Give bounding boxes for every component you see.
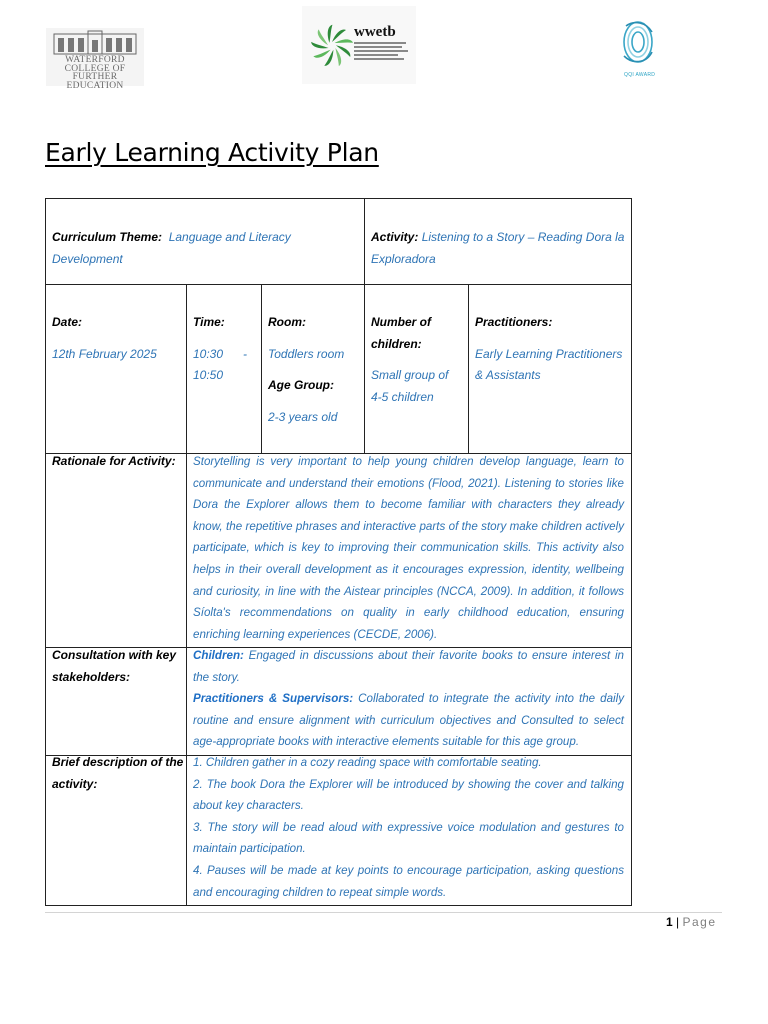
- list-item: 2. The book Dora the Explorer will be introduced by showing the cover and talking about key characters.: [193, 777, 624, 813]
- list-item: 4. Pauses will be made at key points to encourage participation, asking questions and encouraging children to repeat simple words.: [193, 863, 624, 899]
- age-group-label: Age Group:: [268, 378, 334, 393]
- date-label: Date:: [52, 315, 83, 329]
- page-label: Page: [682, 915, 717, 929]
- age-group-value: 2-3 years old: [268, 409, 338, 424]
- brief-description-list: [193, 752, 624, 903]
- number-of-children-cell: [371, 312, 465, 408]
- list-item: 1. Children gather in a cozy reading space with comfortable seating.: [193, 756, 542, 769]
- wwetb-logo: [302, 6, 416, 84]
- number-of-children-value: 4-5 children: [371, 389, 434, 404]
- qqi-spiral-icon: [614, 12, 664, 70]
- page-title: Early Learning Activity Plan: [45, 138, 379, 167]
- number-of-children-label: Number of: [371, 315, 431, 329]
- practitioners-value: Early Learning Practitioners: [475, 346, 623, 361]
- room-cell: [268, 312, 362, 428]
- list-item: 3. The story will be read aloud with expressive voice modulation and gestures to maintain participation.: [193, 820, 624, 856]
- page-separator: |: [676, 915, 680, 929]
- wwetb-logo-subtext: [354, 42, 410, 62]
- wwetb-logo-name: wwetb: [354, 24, 396, 40]
- activity-value: Exploradora: [371, 251, 436, 266]
- college-logo-line: EDUCATION: [66, 80, 124, 91]
- page-number: 1: [666, 915, 673, 929]
- practitioners-label: Practitioners:: [475, 315, 553, 329]
- rationale-text: Storytelling is very important to help young children develop language, learn to communicate and understand their emotions (Flood, 2021). Listening to stories like Dora the Explorer allows them to become familiar with characters they already know, the repetitive phrases and interactive parts of the story make children actively participate, which is key to improving their communication skills. This activity also helps in their overall development as it encourages expression, identity, wellbeing and curiosity, in line with the Aistear principles (NCCA, 2009). In addition, it follows Síolta's recommendations on quality in early childhood education, ensuring enriching learning experiences (CECDE, 2006).: [193, 455, 624, 641]
- practitioners-value: & Assistants: [475, 368, 541, 383]
- college-logo-line: COLLEGE OF: [64, 63, 126, 74]
- college-logo-line: FURTHER: [72, 72, 118, 82]
- room-label: Room:: [268, 315, 306, 329]
- curriculum-theme-value: Development: [52, 251, 123, 266]
- brief-description-label: [52, 752, 184, 795]
- curriculum-theme-label: Curriculum Theme:: [52, 230, 163, 244]
- consult-practitioners-text: Collaborated to integrate the activity into the daily routine and ensure alignment with curriculum objectives and Consulted to select age-appropriate books with interactive elements suitable for this age group.: [193, 692, 624, 749]
- consult-children-text: Engaged in discussions about their favorite books to ensure interest in the story.: [193, 649, 624, 684]
- rationale-label: Rationale for Activity:: [52, 454, 176, 468]
- college-logo-line: WATERFORD: [65, 55, 125, 65]
- date-cell: [52, 312, 182, 365]
- consultation-label-line: Consultation with key: [52, 648, 177, 662]
- activity-cell: [371, 227, 626, 270]
- brief-description-label-line: Brief description of the: [52, 755, 184, 769]
- activity-value: Listening to a Story – Reading Dora la: [421, 230, 625, 244]
- date-value: 12th February 2025: [52, 346, 157, 361]
- practitioners-cell: [475, 312, 629, 387]
- curriculum-theme-value: Language and Literacy: [168, 230, 291, 244]
- pinwheel-icon: [308, 22, 356, 70]
- consult-children-label: Children:: [193, 649, 244, 662]
- consultation-label-line: stakeholders:: [52, 669, 131, 684]
- page-footer: [666, 914, 717, 930]
- consultation-label: [52, 645, 184, 688]
- footer-divider: [45, 912, 722, 913]
- consult-practitioners-label: Practitioners & Supervisors:: [193, 692, 354, 706]
- time-value: 10:30 -: [193, 346, 248, 361]
- time-cell: [193, 312, 255, 387]
- brief-description-label-line: activity:: [52, 776, 98, 791]
- time-value: 10:50: [193, 368, 224, 383]
- number-of-children-value: Small group of: [371, 368, 449, 383]
- number-of-children-label: children:: [371, 336, 422, 351]
- consultation-text: [193, 645, 624, 753]
- waterford-college-logo: [46, 28, 144, 91]
- qqi-award-logo: [614, 12, 664, 84]
- time-label: Time:: [193, 315, 225, 329]
- college-building-icon: [46, 30, 144, 56]
- room-value: Toddlers room: [268, 346, 345, 361]
- curriculum-theme-cell: [52, 227, 357, 270]
- qqi-award-caption: QQI AWARD: [624, 72, 656, 78]
- activity-label: Activity:: [371, 230, 419, 244]
